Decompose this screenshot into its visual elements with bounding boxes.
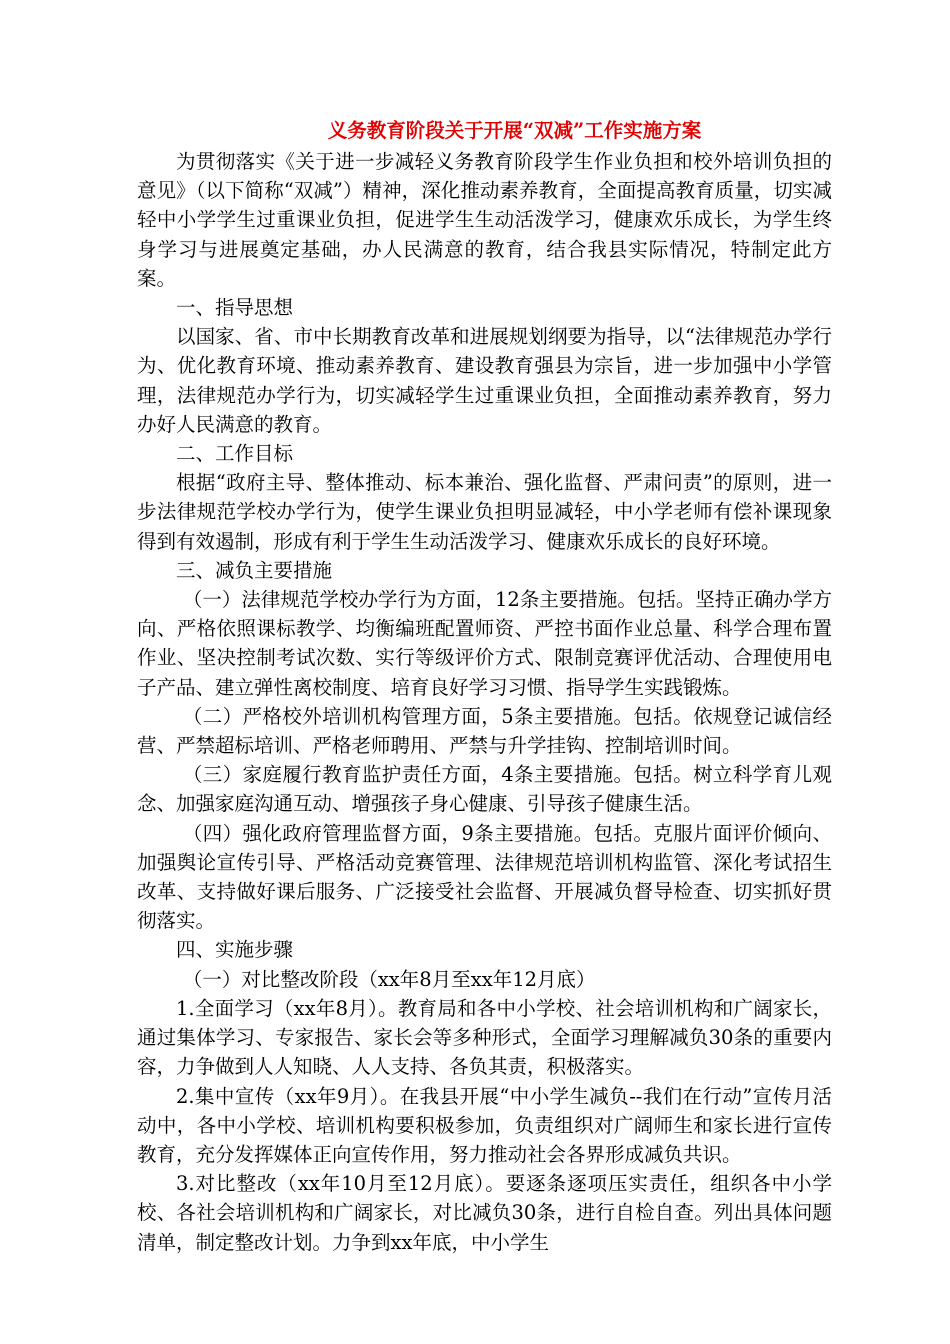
intro-paragraph: 为贯彻落实《关于进一步减轻义务教育阶段学生作业负担和校外培训负担的意见》（以下简称“双减”）精神，深化推动素养教育，全面提高教育质量，切实减轻中小学学生过重课业负担，促进学生生动活泼学习，健康欢乐成长，为学生终身学习与进展奠定基础，办人民满意的教育，结合我县实际情况，特制定此方案。 [137,150,832,290]
section-heading-main-measures: 三、减负主要措施 [176,558,333,582]
section-heading-work-goals: 二、工作目标 [176,442,294,466]
step-item: 3.对比整改（xx年10月至12月底）。要逐条逐项压实责任，组织各中小学校、各社会培训机构和广阔家长，对比减负30条，进行自检自查。列出具体问题清单，制定整改计划。力争到xx年底，中小学生 [137,1172,832,1254]
document-title: 义务教育阶段关于开展“双减”工作实施方案 [327,119,702,142]
measure-item: （二）严格校外培训机构管理方面，5条主要措施。包括。依规登记诚信经营、严禁超标培训、严格老师聘用、严禁与升学挂钩、控制培训时间。 [137,704,832,758]
section-heading-implementation-steps: 四、实施步骤 [176,938,294,962]
phase-heading: （一）对比整改阶段（xx年8月至xx年12月底） [182,967,596,991]
step-item: 1.全面学习（xx年8月）。教育局和各中小学校、社会培训机构和广阔家长，通过集体学习、专家报告、家长会等多种形式，全面学习理解减负30条的重要内容，力争做到人人知晓、人人支持、各负其责，积极落实。 [137,996,832,1079]
measure-item: （一）法律规范学校办学行为方面，12条主要措施。包括。坚持正确办学方向、严格依照课标教学、均衡编班配置师资、严控书面作业总量、科学合理布置作业、坚决控制考试次数、实行等级评价方式、限制竞赛评优活动、合理使用电子产品、建立弹性离校制度、培育良好学习习惯、指导学生实践锻炼。 [137,588,832,699]
section-heading-guiding-ideology: 一、指导思想 [176,296,294,320]
measure-item: （三）家庭履行教育监护责任方面，4条主要措施。包括。树立科学育儿观念、加强家庭沟通互动、增强孩子身心健康、引导孩子健康生活。 [137,763,832,816]
work-goals-paragraph: 根据“政府主导、整体推动、标本兼治、强化监督、严肃问责”的原则，进一步法律规范学校办学行为，使学生课业负担明显减轻，中小学老师有偿补课现象得到有效遏制，形成有利于学生生动活泼学习、健康欢乐成长的良好环境。 [137,471,832,553]
measure-item: （四）强化政府管理监督方面，9条主要措施。包括。克服片面评价倾向、加强舆论宣传引导、严格活动竞赛管理、法律规范培训机构监管、深化考试招生改革、支持做好课后服务、广泛接受社会监督、开展减负督导检查、切实抓好贯彻落实。 [137,821,832,933]
step-item: 2.集中宣传（xx年9月）。在我县开展“中小学生减负--我们在行动”宣传月活动中，各中小学校、培训机构要积极参加，负责组织对广阔师生和家长进行宣传教育，充分发挥媒体正向宣传作用，努力推动社会各界形成减负共识。 [137,1084,832,1166]
guiding-ideology-paragraph: 以国家、省、市中长期教育改革和进展规划纲要为指导，以“法律规范办学行为、优化教育环境、推动素养教育、建设教育强县为宗旨，进一步加强中小学管理，法律规范办学行为，切实减轻学生过重课业负担，全面推动素养教育，努力办好人民满意的教育。 [137,325,832,436]
